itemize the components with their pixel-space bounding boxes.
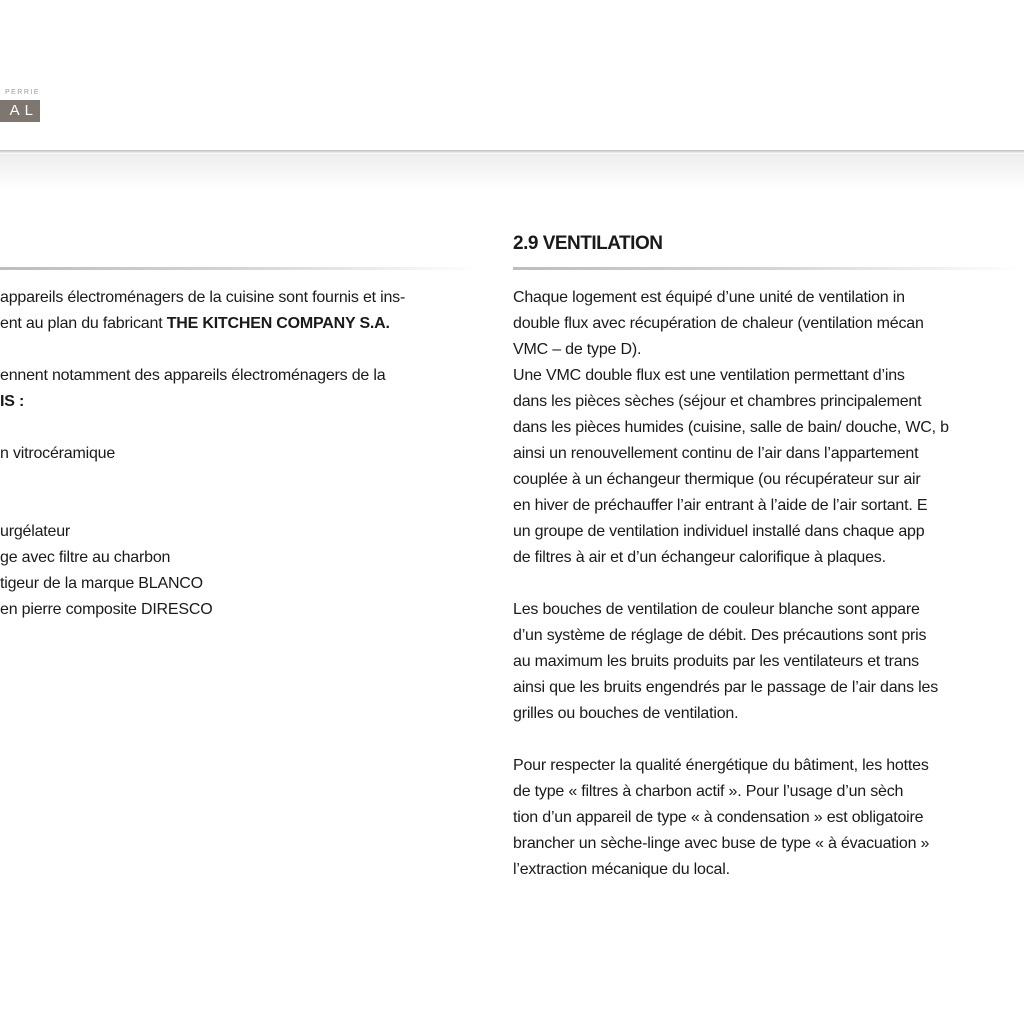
logo-tagline: PERRIE	[4, 89, 40, 96]
paragraph-ventilation-unit	[513, 285, 1024, 571]
text-line: en hiver de préchauffer l’air entrant à l’aide de l’air sortant. E	[513, 497, 928, 514]
list-item: en pierre composite DIRESCO	[0, 601, 213, 618]
text-line: un groupe de ventilation individuel installé dans chaque app	[513, 523, 925, 540]
manufacturer-name: THE KITCHEN COMPANY S.A.	[166, 315, 390, 332]
text-line: ennent notamment des appareils électroménagers de la	[0, 367, 386, 384]
list-item	[0, 493, 480, 519]
text-line: tion d’un appareil de type « à condensation » est obligatoire	[513, 809, 924, 826]
text-line: double flux avec récupération de chaleur (ventilation mécan	[513, 315, 924, 332]
blank-line	[513, 571, 1024, 597]
paragraph-ventilation-vents	[513, 597, 1024, 727]
right-section-divider	[513, 267, 1024, 270]
text-line: Chaque logement est équipé d’une unité de ventilation in	[513, 289, 905, 306]
left-column-text	[0, 285, 480, 623]
text-line: dans les pièces sèches (séjour et chambres principalement	[513, 393, 922, 410]
text-line: d’un système de réglage de débit. Des précautions sont pris	[513, 627, 927, 644]
blank-line	[513, 727, 1024, 753]
list-item: urgélateur	[0, 523, 71, 540]
list-item: ge avec filtre au charbon	[0, 549, 171, 566]
paragraph-energy-quality	[513, 753, 1024, 883]
blank-line	[0, 415, 480, 441]
text-line: VMC – de type D).	[513, 341, 642, 358]
blank-line	[0, 337, 480, 363]
text-line: brancher un sèche-linge avec buse de type « à évacuation »	[513, 835, 930, 852]
text-line: Une VMC double flux est une ventilation permettant d’ins	[513, 367, 905, 384]
text-line	[0, 311, 480, 337]
list-item: n vitrocéramique	[0, 445, 116, 462]
text-line: au maximum les bruits produits par les ventilateurs et trans	[513, 653, 919, 670]
left-section-divider	[0, 267, 480, 270]
text-line: Pour respecter la qualité énergétique du bâtiment, les hottes	[513, 757, 929, 774]
right-column-text	[513, 285, 1024, 883]
text-line: dans les pièces humides (cuisine, salle de bain/ douche, WC, b	[513, 419, 949, 436]
header-shadow	[0, 154, 1024, 190]
text-line: de type « filtres à charbon actif ». Pour l’usage d’un sèch	[513, 783, 904, 800]
text-line: grilles ou bouches de ventilation.	[513, 705, 739, 722]
text-line: Les bouches de ventilation de couleur blanche sont appare	[513, 601, 920, 618]
text-line: de filtres à air et d’un échangeur calorifique à plaques.	[513, 549, 886, 566]
list-item	[0, 467, 480, 493]
text-line: l’extraction mécanique du local.	[513, 861, 730, 878]
text-line: couplée à un échangeur thermique (ou récupérateur sur air	[513, 471, 921, 488]
text-line: ainsi un renouvellement continu de l’air dans l’appartement	[513, 445, 919, 462]
list-heading: IS :	[0, 393, 25, 410]
text-fragment: ent au plan du fabricant	[0, 315, 167, 332]
list-item: tigeur de la marque BLANCO	[0, 575, 203, 592]
logo: AL	[0, 100, 40, 122]
section-title-ventilation: 2.9 VENTILATION	[513, 233, 663, 254]
text-line: appareils électroménagers de la cuisine sont fournis et ins-	[0, 289, 406, 306]
text-line: ainsi que les bruits engendrés par le passage de l’air dans les	[513, 679, 939, 696]
